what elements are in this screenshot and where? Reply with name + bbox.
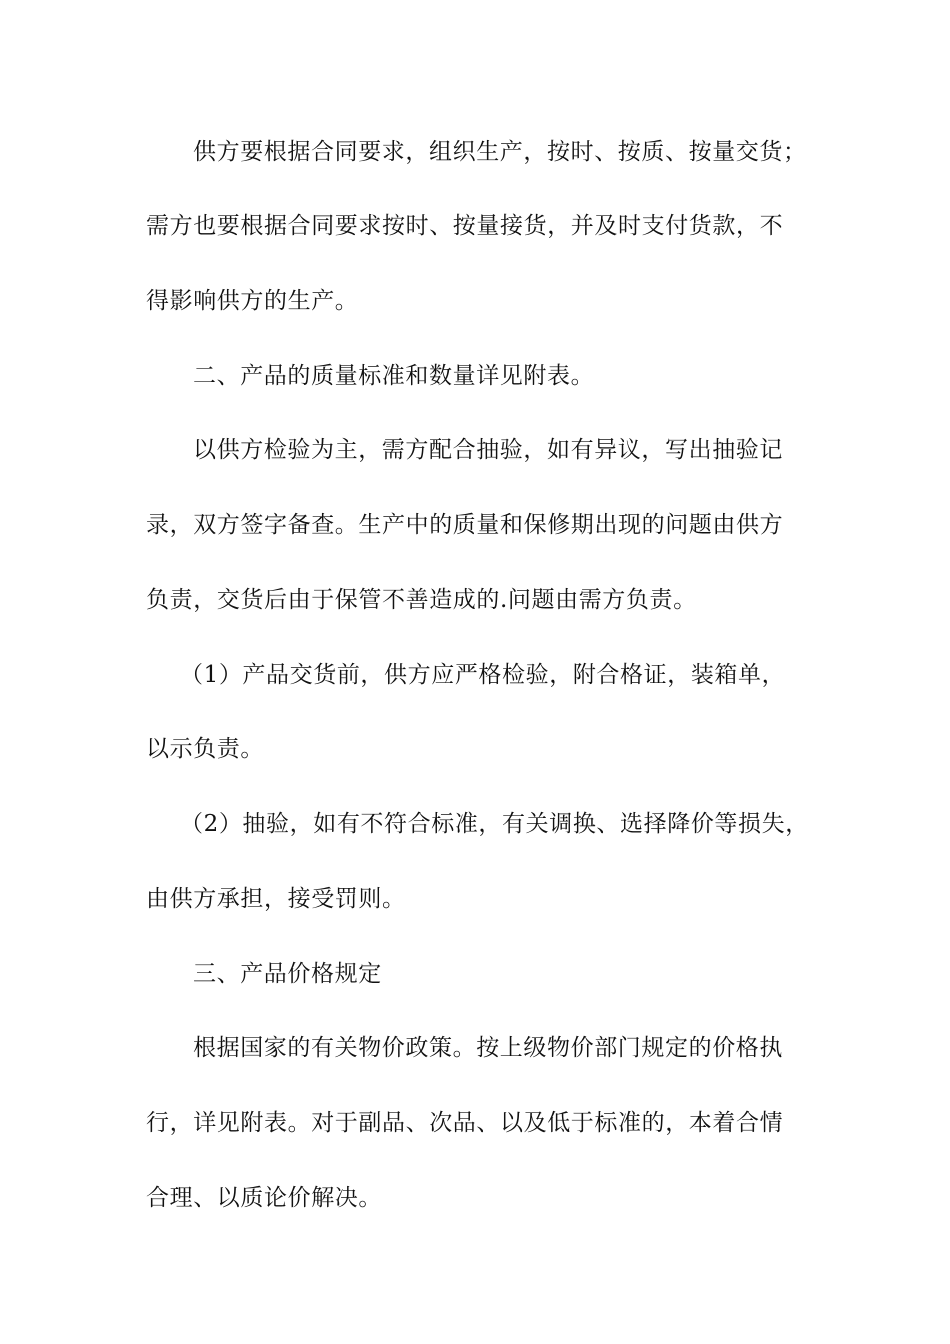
paragraph-line: 以供方检验为主，需方配合抽验，如有异议，写出抽验记 bbox=[193, 437, 783, 463]
list-item-line: （1）产品交货前，供方应严格检验，附合格证，装箱单， bbox=[180, 662, 786, 688]
paragraph-line: 需方也要根据合同要求按时、按量接货，并及时支付货款，不 bbox=[146, 213, 784, 239]
list-item-line: （2）抽验，如有不符合标准，有关调换、选择降价等损失， bbox=[180, 811, 809, 837]
section-heading: 三、产品价格规定 bbox=[193, 961, 382, 987]
paragraph-line: 录，双方签字备查。生产中的质量和保修期出现的问题由供方 bbox=[146, 512, 784, 538]
list-item-line: 由供方承担，接受罚则。 bbox=[146, 886, 406, 912]
list-item-line: 以示负责。 bbox=[146, 736, 264, 762]
paragraph-line: 合理、以质论价解决。 bbox=[146, 1185, 382, 1211]
section-heading: 二、产品的质量标准和数量详见附表。 bbox=[193, 363, 595, 389]
paragraph-line: 行，详见附表。对于副品、次品、以及低于标准的，本着合情 bbox=[146, 1110, 784, 1136]
paragraph-line: 负责，交货后由于保管不善造成的.问题由需方负责。 bbox=[146, 587, 697, 613]
paragraph-line: 得影响供方的生产。 bbox=[146, 288, 359, 314]
paragraph-line: 根据国家的有关物价政策。按上级物价部门规定的价格执 bbox=[193, 1035, 783, 1061]
paragraph-line: 供方要根据合同要求，组织生产，按时、按质、按量交货； bbox=[193, 139, 807, 165]
